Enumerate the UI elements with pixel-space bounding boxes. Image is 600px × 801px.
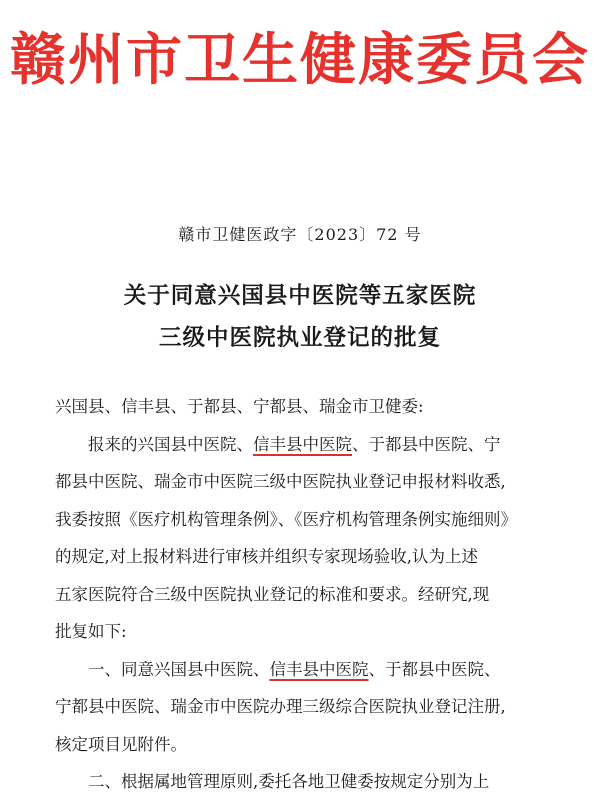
underlined-hospital-name: 信丰县中医院 (269, 659, 369, 679)
paragraph-line (55, 426, 565, 464)
paragraph-line: 二、根据属地管理原则,委托各地卫健委按规定分别为上 (88, 772, 490, 791)
paragraph-line: 核定项目见附件。 (55, 734, 187, 754)
text-span: 、于都县中医院、宁 (352, 434, 501, 454)
paragraph-line: 宁都县中医院、瑞金市中医院办理三级综合医院执业登记注册, (55, 697, 506, 716)
paragraph-line (55, 651, 565, 689)
underlined-hospital-name: 信丰县中医院 (253, 434, 352, 454)
paragraph-line: 五家医院符合三级中医院执业登记的标准和要求。经研究,现 (55, 584, 490, 604)
paragraph-line: 都县中医院、瑞金市中医院三级中医院执业登记申报材料收悉, (55, 472, 506, 491)
paragraph-line: 我委按照《医疗机构管理条例》、《医疗机构管理条例实施细则》 (55, 509, 517, 529)
title-line: 三级中医院执业登记的批复 (158, 325, 441, 351)
paragraph-line: 批复如下: (55, 622, 127, 641)
issuer-name: 赣州市卫生健康委员会 (10, 27, 590, 93)
document-body (55, 388, 565, 801)
document-title (0, 275, 600, 359)
text-span: 、于都县中医院、 (368, 659, 501, 679)
paragraph-line: 的规定,对上报材料进行审核并组织专家现场验收,认为上述 (55, 547, 478, 566)
text-span: 报来的兴国县中医院、 (88, 434, 253, 454)
addressee: 兴国县、信丰县、于都县、宁都县、瑞金市卫健委: (55, 397, 424, 416)
document-number: 赣市卫健医政字〔2023〕72 号 (178, 225, 422, 244)
letterhead (0, 27, 600, 93)
title-line: 关于同意兴国县中医院等五家医院 (123, 283, 477, 309)
text-span: 一、同意兴国县中医院、 (88, 659, 270, 679)
